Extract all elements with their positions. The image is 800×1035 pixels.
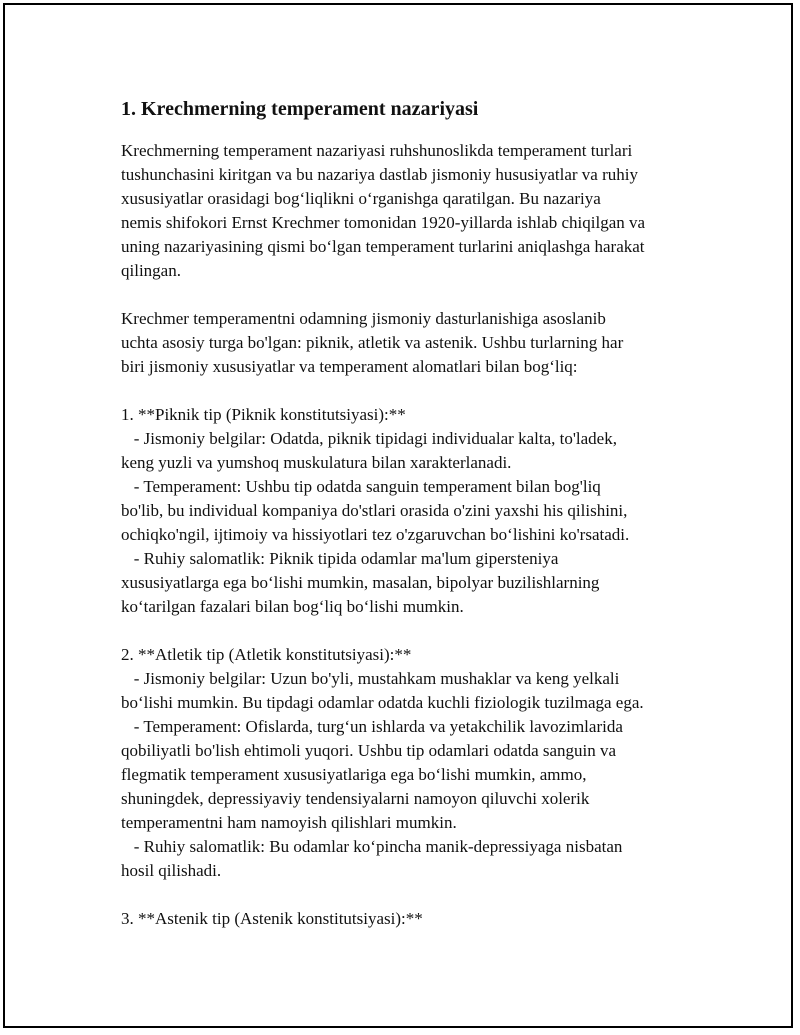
text-line: temperamentni ham namoyish qilishlari mumkin. <box>121 813 457 832</box>
text-line: shuningdek, depressiyaviy tendensiyalarni namoyon qiluvchi xolerik <box>121 789 590 808</box>
text-line: Krechmer temperamentni odamning jismoniy dasturlanishiga asoslanib <box>121 309 606 328</box>
text-line: tushunchasini kiritgan va bu nazariya dastlab jismoniy hususiyatlar va ruhiy <box>121 165 638 184</box>
text-line: - Jismoniy belgilar: Uzun bo'yli, mustahkam mushaklar va keng yelkali <box>121 669 620 688</box>
text-line: 1. **Piknik tip (Piknik konstitutsiyasi):** <box>121 405 406 424</box>
text-line: - Ruhiy salomatlik: Piknik tipida odamlar ma'lum gipersteniya <box>121 549 559 568</box>
document-body <box>121 139 721 931</box>
text-line: Krechmerning temperament nazariyasi ruhshunoslikda temperament turlari <box>121 141 633 160</box>
text-line: hosil qilishadi. <box>121 861 222 880</box>
text-line: qobiliyatli bo'lish ehtimoli yuqori. Ushbu tip odamlari odatda sanguin va <box>121 741 617 760</box>
text-line: ko‘tarilgan fazalari bilan bog‘liq bo‘lishi mumkin. <box>121 597 464 616</box>
text-line: xususiyatlar orasidagi bog‘liqlikni o‘rganishga qaratilgan. Bu nazariya <box>121 189 601 208</box>
paragraph <box>121 907 721 931</box>
paragraph-gap <box>121 883 721 907</box>
text-line: biri jismoniy xususiyatlar va temperament alomatlari bilan bog‘liq: <box>121 357 578 376</box>
paragraph <box>121 139 721 283</box>
text-line: - Temperament: Ushbu tip odatda sanguin temperament bilan bog'liq <box>121 477 601 496</box>
paragraph-gap <box>121 379 721 403</box>
text-line: bo‘lishi mumkin. Bu tipdagi odamlar odatda kuchli fiziologik tuzilmaga ega. <box>121 693 644 712</box>
paragraph <box>121 403 721 619</box>
paragraph-gap <box>121 619 721 643</box>
paragraph-gap <box>121 283 721 307</box>
text-line: - Temperament: Ofislarda, turg‘un ishlarda va yetakchilik lavozimlarida <box>121 717 623 736</box>
paragraph <box>121 307 721 379</box>
text-line: xususiyatlarga ega bo‘lishi mumkin, masalan, bipolyar buzilishlarning <box>121 573 600 592</box>
text-line: - Jismoniy belgilar: Odatda, piknik tipidagi individualar kalta, to'ladek, <box>121 429 617 448</box>
text-line: keng yuzli va yumshoq muskulatura bilan xarakterlanadi. <box>121 453 512 472</box>
text-line: bo'lib, bu individual kompaniya do'stlari orasida o'zini yaxshi his qilishini, <box>121 501 628 520</box>
text-line: - Ruhiy salomatlik: Bu odamlar ko‘pincha manik-depressiyaga nisbatan <box>121 837 623 856</box>
text-line: flegmatik temperament xususiyatlariga ega bo‘lishi mumkin, ammo, <box>121 765 587 784</box>
document-content <box>121 97 721 931</box>
text-line: uning nazariyasining qismi bo‘lgan temperament turlarini aniqlashga harakat <box>121 237 645 256</box>
paragraph <box>121 643 721 883</box>
text-line: 3. **Astenik tip (Astenik konstitutsiyasi):** <box>121 909 423 928</box>
document-page <box>3 3 793 1028</box>
text-line: uchta asosiy turga bo'lgan: piknik, atletik va astenik. Ushbu turlarning har <box>121 333 624 352</box>
text-line: nemis shifokori Ernst Krechmer tomonidan 1920-yillarda ishlab chiqilgan va <box>121 213 646 232</box>
text-line: ochiqko'ngil, ijtimoiy va hissiyotlari tez o'zgaruvchan bo‘lishini ko'rsatadi. <box>121 525 630 544</box>
section-heading: 1. Krechmerning temperament nazariyasi <box>121 98 479 120</box>
text-line: qilingan. <box>121 261 181 280</box>
text-line: 2. **Atletik tip (Atletik konstitutsiyasi):** <box>121 645 412 664</box>
